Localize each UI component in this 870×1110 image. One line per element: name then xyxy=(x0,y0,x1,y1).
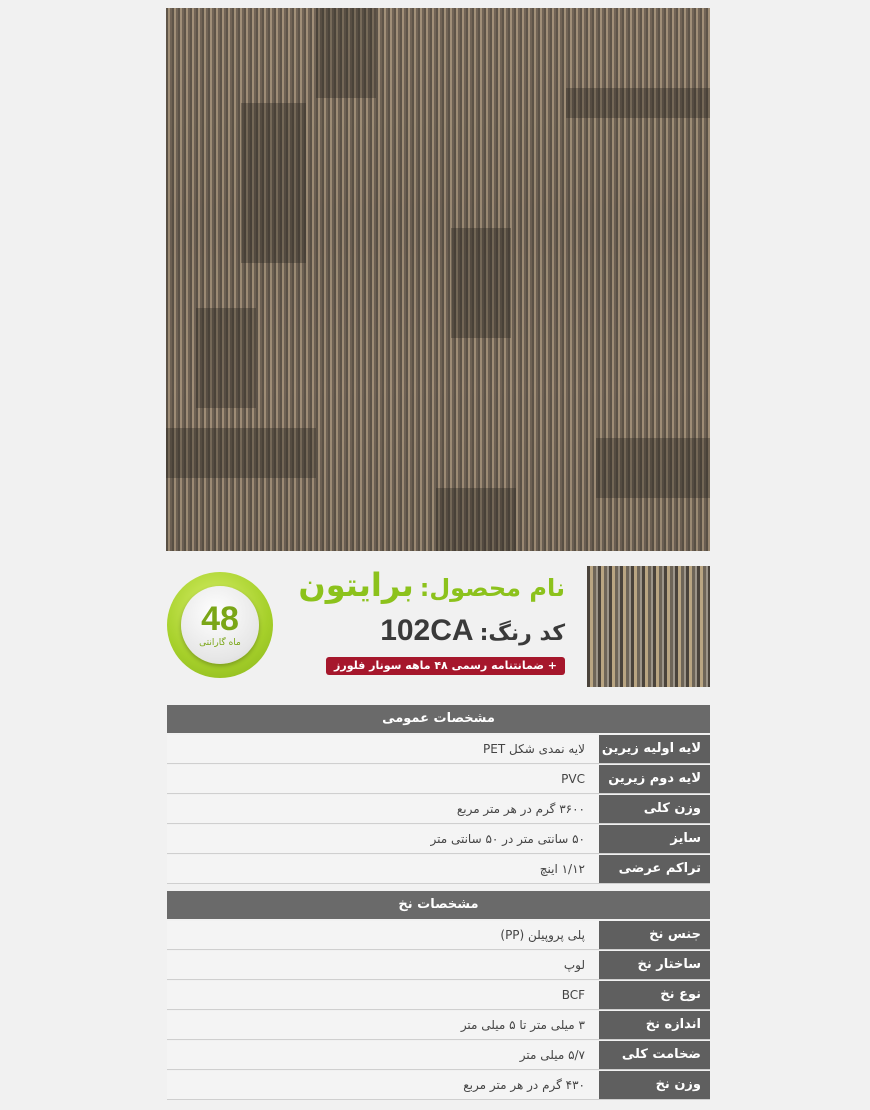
spec-row xyxy=(167,951,710,980)
product-name: برایتون xyxy=(298,566,414,604)
spec-row xyxy=(167,921,710,950)
warranty-caption: ماه گارانتی xyxy=(199,638,241,648)
spec-value: ۵۰ سانتی متر در ۵۰ سانتی متر xyxy=(167,825,599,853)
spec-row xyxy=(167,735,710,764)
spec-value: ۳ میلی متر تا ۵ میلی متر xyxy=(167,1011,599,1039)
warranty-months: 48 xyxy=(201,600,239,638)
spec-row xyxy=(167,1071,710,1100)
spec-row xyxy=(167,795,710,824)
spec-value: ۱/۱۲ اینچ xyxy=(167,855,599,883)
spec-key: وزن کلی xyxy=(599,795,710,823)
spec-row xyxy=(167,825,710,854)
spec-value: لایه نمدی شکل PET xyxy=(167,735,599,763)
spec-key: جنس نخ xyxy=(599,921,710,949)
spec-key: اندازه نخ xyxy=(599,1011,710,1039)
spec-value: BCF xyxy=(167,981,599,1009)
spec-value: PVC xyxy=(167,765,599,793)
spec-key: تراکم عرضی xyxy=(599,855,710,883)
spec-key: لایه دوم زیرین xyxy=(599,765,710,793)
warranty-badge xyxy=(167,572,273,678)
yarn-specs-header: مشخصات نخ xyxy=(167,891,710,919)
spec-row xyxy=(167,765,710,794)
spec-row xyxy=(167,855,710,884)
general-specs-header: مشخصات عمومی xyxy=(167,705,710,733)
spec-row xyxy=(167,1011,710,1040)
spec-row xyxy=(167,1041,710,1070)
warranty-badge-inner xyxy=(181,586,259,664)
spec-key: ساختار نخ xyxy=(599,951,710,979)
spec-value: لوپ xyxy=(167,951,599,979)
spec-key: سایز xyxy=(599,825,710,853)
warranty-tag: + ضمانتنامه رسمی ۴۸ ماهه سونار فلورز xyxy=(326,657,565,675)
spec-value: ۳۶۰۰ گرم در هر متر مربع xyxy=(167,795,599,823)
product-title xyxy=(298,566,565,604)
spec-key: وزن نخ xyxy=(599,1071,710,1099)
spec-value: ۴۳۰ گرم در هر متر مربع xyxy=(167,1071,599,1099)
spec-key: نوع نخ xyxy=(599,981,710,1009)
carpet-swatch-thumbnail xyxy=(587,566,710,687)
color-code-label: کد رنگ: xyxy=(479,621,565,646)
spec-value: ۵/۷ میلی متر xyxy=(167,1041,599,1069)
carpet-tile-image xyxy=(166,8,710,551)
color-code xyxy=(380,614,565,648)
color-code-value: 102CA xyxy=(380,614,474,647)
spec-key: لایه اولیه زیرین xyxy=(599,735,710,763)
product-name-label: نام محصول: xyxy=(419,574,565,602)
spec-key: ضخامت کلی xyxy=(599,1041,710,1069)
spec-row xyxy=(167,981,710,1010)
spec-value: پلی پروپیلن (PP) xyxy=(167,921,599,949)
